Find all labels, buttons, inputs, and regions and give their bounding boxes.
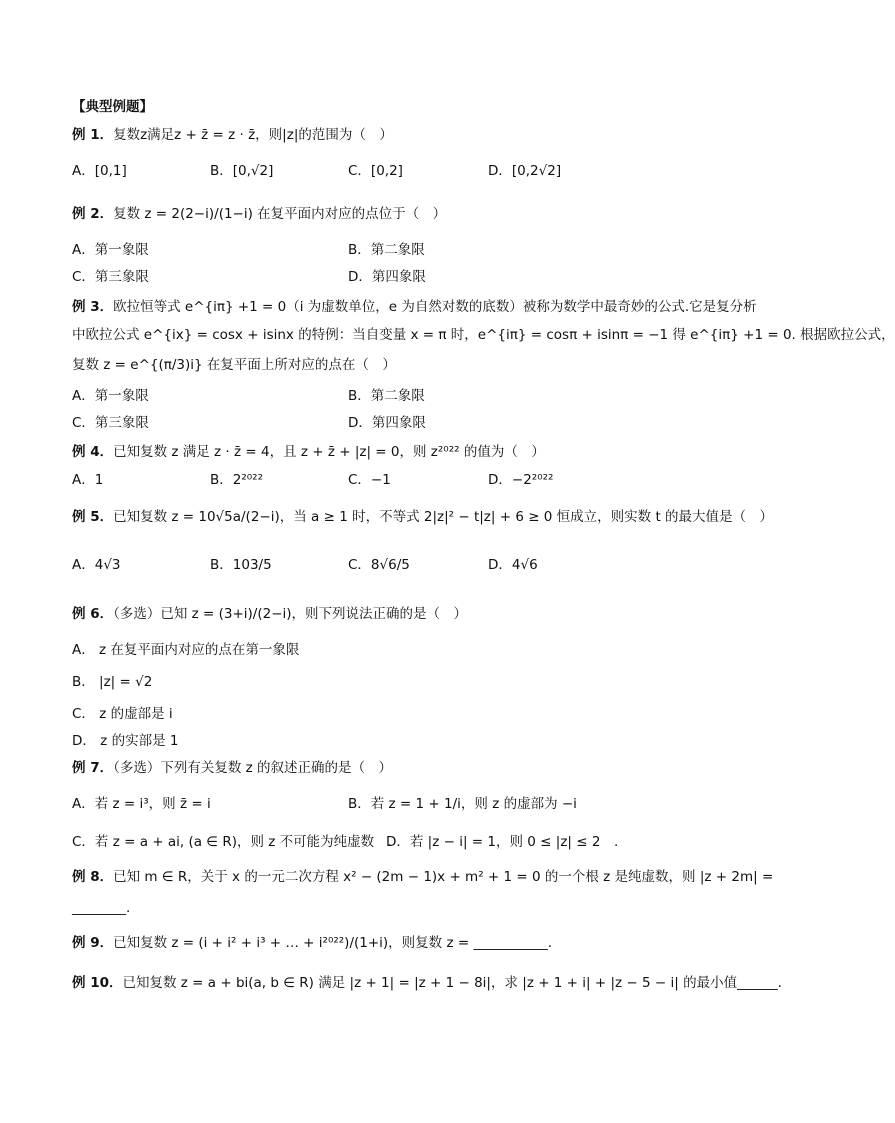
example-2-stem [72, 205, 446, 223]
example-text: （多选）下列有关复数 z 的叙述正确的是（ ） [113, 760, 393, 776]
example-text: 已知复数 z = a + bi(a, b ∈ R) 满足 |z + 1| = |z + 1 − 8i|，求 |z + 1 + i| + |z − 5 − i| 的最小值______. [122, 975, 782, 991]
example-3-option-a: A．第一象限 [72, 388, 149, 404]
example-text: 已知 m ∈ R，关于 x 的一元二次方程 x² − (2m − 1)x + m² + 1 = 0 的一个根 z 是纯虚数，则 |z + 2m| = [113, 869, 774, 885]
example-7-option-b: B．若 z = 1 + 1/i，则 z 的虚部为 −i [348, 796, 577, 812]
example-3-option-d: D．第四象限 [348, 415, 426, 431]
example-8-stem [72, 868, 773, 886]
example-5-option-b: B．103/5 [210, 557, 272, 573]
example-label: 例 7． [72, 760, 114, 776]
example-7-option-d: D．若 |z − i| = 1，则 0 ≤ |z| ≤ 2 . [386, 834, 619, 850]
example-6-option-b: B． |z| = √2 [72, 674, 153, 690]
example-5-option-d: D．4√6 [488, 557, 538, 573]
example-1-option-b: B．[0,√2] [210, 163, 274, 179]
example-4-option-d: D．−2²⁰²² [488, 472, 554, 488]
example-label: 例 1． [72, 127, 114, 143]
example-label: 例 5． [72, 509, 114, 525]
example-3-option-b: B．第二象限 [348, 388, 425, 404]
example-2-option-d: D．第四象限 [348, 269, 426, 285]
section-heading: 【典型例题】 [72, 99, 153, 115]
example-label: 例 10． [72, 975, 123, 991]
example-4-stem [72, 443, 545, 461]
example-1-option-c: C．[0,2] [348, 163, 403, 179]
example-6-option-d: D． z 的实部是 1 [72, 733, 179, 749]
example-8-blank: ________. [72, 900, 131, 916]
example-label: 例 2． [72, 206, 114, 222]
example-2-option-b: B．第二象限 [348, 242, 425, 258]
example-2-option-c: C．第三象限 [72, 269, 149, 285]
example-10-stem [72, 974, 782, 992]
example-text: 已知复数 z 满足 z · z̄ = 4，且 z + z̄ + |z| = 0，则 z²⁰²² 的值为（ ） [113, 444, 545, 460]
example-label: 例 6． [72, 606, 114, 622]
example-4-option-b: B．2²⁰²² [210, 472, 263, 488]
example-3-line-1 [72, 298, 757, 316]
example-text: 欧拉恒等式 e^{iπ} +1 = 0（i 为虚数单位，e 为自然对数的底数）被称为数学中最奇妙的公式.它是复分析 [113, 299, 757, 315]
example-5-option-a: A．4√3 [72, 557, 121, 573]
example-label: 例 4． [72, 444, 114, 460]
example-9-stem [72, 934, 552, 952]
example-5-option-c: C．8√6/5 [348, 557, 410, 573]
example-label: 例 8． [72, 869, 114, 885]
example-3-line-2: 中欧拉公式 e^{ix} = cosx + isinx 的特例：当自变量 x = π 时，e^{iπ} = cosπ + isinπ = −1 得 e^{iπ} +1 = 0. 根据欧拉公式， [72, 327, 895, 343]
example-3-line-3: 复数 z = e^{(π/3)i} 在复平面上所对应的点在（ ） [72, 357, 396, 373]
example-2-option-a: A．第一象限 [72, 242, 149, 258]
example-5-stem [72, 508, 773, 526]
example-1-option-d: D．[0,2√2] [488, 163, 562, 179]
example-4-option-a: A．1 [72, 472, 104, 488]
example-6-option-a: A． z 在复平面内对应的点在第一象限 [72, 642, 300, 658]
example-label: 例 9． [72, 935, 114, 951]
example-7-option-c: C．若 z = a + ai, (a ∈ R)，则 z 不可能为纯虚数 . [72, 834, 392, 850]
example-label: 例 3． [72, 299, 114, 315]
example-text: 复数z满足z + z̄ = z · z̄，则|z|的范围为（ ） [113, 127, 393, 143]
example-text: （多选）已知 z = (3+i)/(2−i)，则下列说法正确的是（ ） [113, 606, 468, 622]
example-1-option-a: A．[0,1] [72, 163, 127, 179]
example-4-option-c: C．−1 [348, 472, 391, 488]
example-7-stem [72, 759, 392, 777]
example-text: 复数 z = 2(2−i)/(1−i) 在复平面内对应的点位于（ ） [113, 206, 447, 222]
example-3-option-c: C．第三象限 [72, 415, 149, 431]
example-7-option-a: A．若 z = i³，则 z̄ = i [72, 796, 211, 812]
example-6-option-c: C． z 的虚部是 i [72, 706, 173, 722]
example-6-stem [72, 605, 467, 623]
example-text: 已知复数 z = (i + i² + i³ + … + i²⁰²²)/(1+i)，则复数 z = ___________. [113, 935, 552, 951]
example-text: 已知复数 z = 10√5a/(2−i)，当 a ≥ 1 时，不等式 2|z|² − t|z| + 6 ≥ 0 恒成立，则实数 t 的最大值是（ ） [113, 509, 774, 525]
example-1-stem [72, 126, 393, 144]
